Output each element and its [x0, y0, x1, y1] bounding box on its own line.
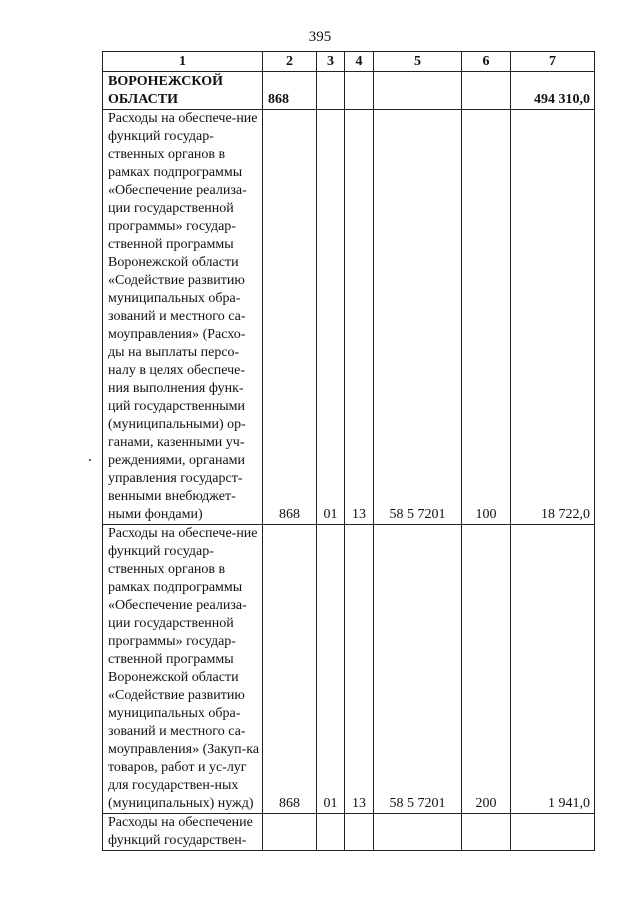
scan-speck	[89, 459, 91, 461]
column-number: 5	[374, 52, 462, 72]
empty-cell	[462, 72, 511, 110]
section-name: ВОРОНЕЖСКОЙ ОБЛАСТИ	[103, 72, 263, 110]
row-pr	[345, 814, 374, 851]
section-code: 868	[263, 72, 317, 110]
budget-table	[102, 51, 595, 851]
table-row	[103, 110, 595, 525]
row-rz: 01	[317, 525, 345, 814]
empty-cell	[345, 72, 374, 110]
row-csr	[374, 814, 462, 851]
empty-cell	[317, 72, 345, 110]
row-rz	[317, 814, 345, 851]
row-vr: 200	[462, 525, 511, 814]
row-csr: 58 5 7201	[374, 525, 462, 814]
column-number: 4	[345, 52, 374, 72]
row-vr	[462, 814, 511, 851]
row-csr: 58 5 7201	[374, 110, 462, 525]
column-number: 2	[263, 52, 317, 72]
table-row	[103, 525, 595, 814]
section-row	[103, 72, 595, 110]
row-pr: 13	[345, 110, 374, 525]
row-description: Расходы на обеспече-ние функций государ-ственных органов в рамках подпрограммы «Обеспечение реализа-ции государственной программы» государ-ственной программы Воронежской области «Содействие развитию муниципальных обра-зований и местного са-моуправления» (Расхо-ды на выплаты персо-налу в целях обеспече-ния выполнения функ-ций государственными (муниципальными) ор-ганами, казенными уч-реждениями, органами управления государст-венными внебюджет-ными фондами)	[103, 110, 263, 525]
row-grbs: 868	[263, 110, 317, 525]
section-total: 494 310,0	[511, 72, 595, 110]
row-rz: 01	[317, 110, 345, 525]
column-number: 6	[462, 52, 511, 72]
column-number-row	[103, 52, 595, 72]
column-number: 7	[511, 52, 595, 72]
page-number: 395	[308, 29, 332, 45]
row-vr: 100	[462, 110, 511, 525]
empty-cell	[374, 72, 462, 110]
row-sum: 1 941,0	[511, 525, 595, 814]
row-description: Расходы на обеспече-ние функций государ-ственных органов в рамках подпрограммы «Обеспечение реализа-ции государственной программы» государ-ственной программы Воронежской области «Содействие развитию муниципальных обра-зований и местного са-моуправления» (Закуп-ка товаров, работ и ус-луг для государствен-ных (муниципальных) нужд)	[103, 525, 263, 814]
row-pr: 13	[345, 525, 374, 814]
row-sum: 18 722,0	[511, 110, 595, 525]
row-description: Расходы на обеспечение функций государствен-	[103, 814, 263, 851]
table-row	[103, 814, 595, 851]
column-number: 3	[317, 52, 345, 72]
row-grbs: 868	[263, 525, 317, 814]
row-sum	[511, 814, 595, 851]
column-number: 1	[103, 52, 263, 72]
row-grbs	[263, 814, 317, 851]
